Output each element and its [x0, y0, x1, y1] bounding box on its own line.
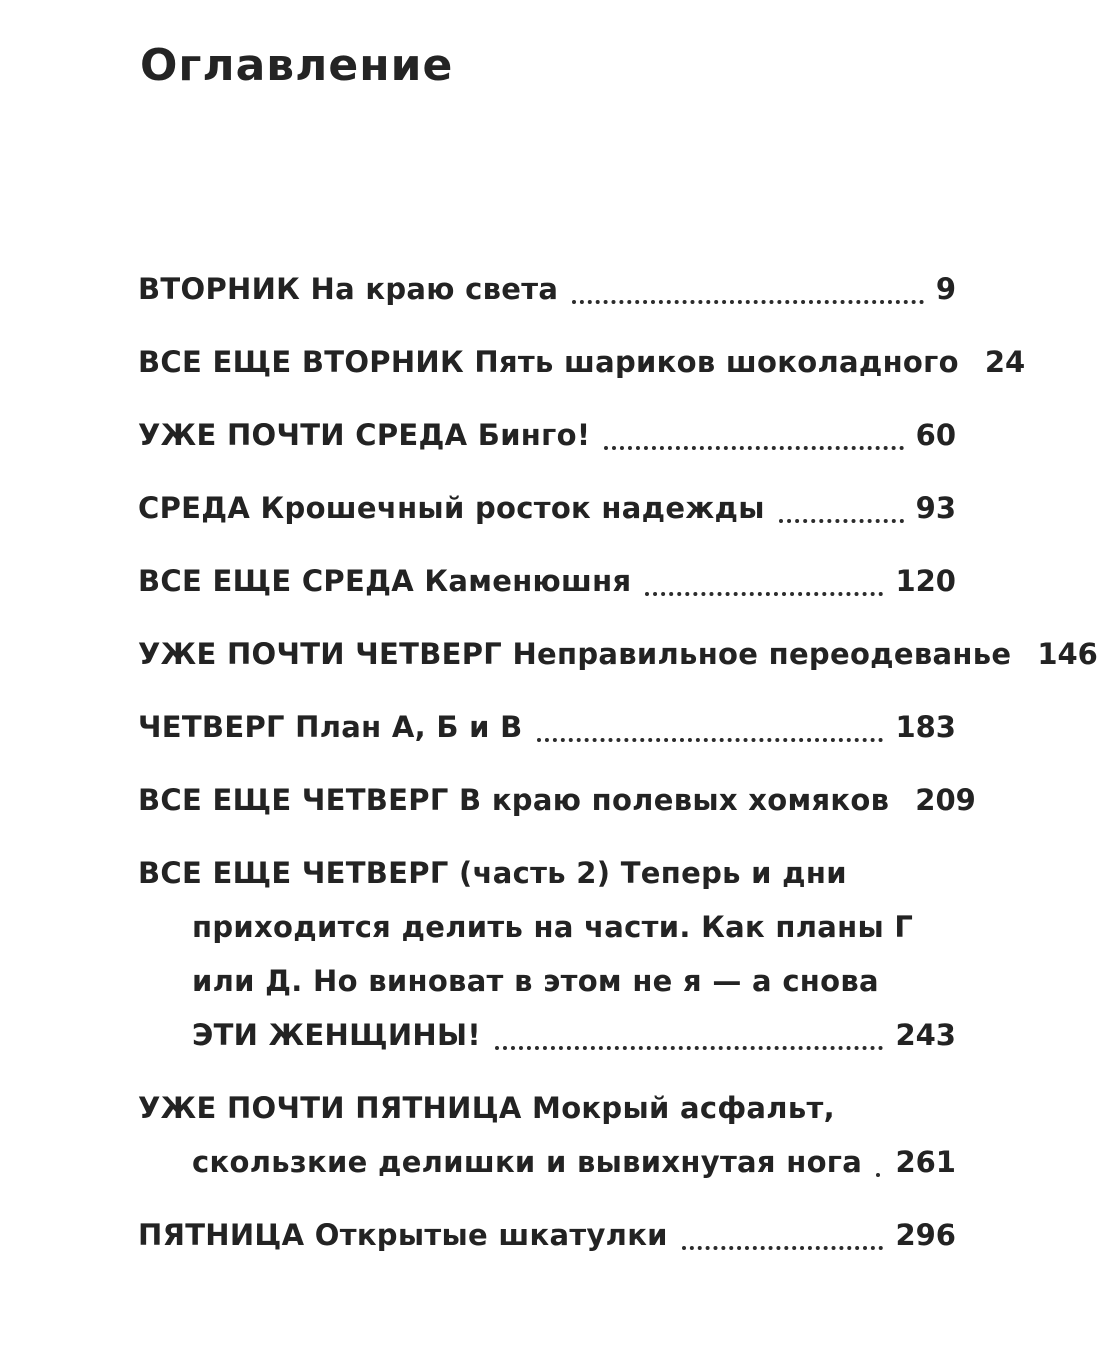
entry-title: ВТОРНИК На краю света [138, 272, 559, 306]
toc-entry-line [138, 900, 956, 954]
toc-entry-line [138, 1008, 956, 1062]
entry-title: ВСЕ ЕЩЕ ЧЕТВЕРГ В краю полевых хомяков [138, 783, 890, 817]
dot-leader [779, 519, 904, 523]
dot-leader [876, 1173, 883, 1177]
page-number: 183 [895, 710, 956, 744]
toc-entry[interactable] [138, 627, 1098, 681]
toc-entry-line [138, 335, 1026, 389]
toc-entry-line [138, 846, 956, 900]
toc-entry-line [138, 1081, 956, 1135]
toc-entry[interactable] [138, 408, 956, 462]
entry-title: ВСЕ ЕЩЕ СРЕДА Каменюшня [138, 564, 632, 598]
page-number: 24 [984, 345, 1026, 379]
dot-leader [537, 738, 884, 742]
toc-entry-line [138, 262, 956, 316]
page-number: 9 [935, 272, 956, 306]
toc-entry[interactable] [138, 554, 956, 608]
toc-entry-line [138, 700, 956, 754]
toc-entry-line [138, 481, 956, 535]
toc-entry-line [138, 954, 956, 1008]
toc-entry[interactable] [138, 700, 956, 754]
entry-title: или Д. Но виноват в этом не я — а снова [192, 964, 879, 998]
toc-entry[interactable] [138, 1208, 956, 1262]
page-title: Оглавление [140, 40, 454, 91]
entry-title: приходится делить на части. Как планы Г [192, 910, 914, 944]
toc-entry-line [138, 627, 1098, 681]
page-number: 60 [915, 418, 956, 452]
toc-entry[interactable] [138, 335, 1026, 389]
toc-entry[interactable] [138, 262, 956, 316]
entry-title: ВСЕ ЕЩЕ ВТОРНИК Пять шариков шоколадного [138, 345, 959, 379]
entry-title: СРЕДА Крошечный росток надежды [138, 491, 765, 525]
entry-title: УЖЕ ПОЧТИ ПЯТНИЦА Мокрый асфальт, [138, 1091, 835, 1125]
toc-entry-line [138, 1135, 956, 1189]
toc-entry-line [138, 1208, 956, 1262]
dot-leader [495, 1046, 884, 1050]
table-of-contents [138, 262, 1098, 1281]
toc-entry[interactable] [138, 1081, 956, 1189]
entry-title: скользкие делишки и вывихнутая нога [192, 1145, 863, 1179]
dot-leader [645, 592, 883, 596]
toc-entry[interactable] [138, 846, 956, 1062]
toc-entry-line [138, 554, 956, 608]
entry-title: ВСЕ ЕЩЕ ЧЕТВЕРГ (часть 2) Теперь и дни [138, 856, 847, 890]
page-number: 243 [895, 1018, 956, 1052]
entry-title: ЧЕТВЕРГ План А, Б и В [138, 710, 523, 744]
entry-title: УЖЕ ПОЧТИ СРЕДА Бинго! [138, 418, 591, 452]
page-number: 120 [895, 564, 956, 598]
page-number: 209 [915, 783, 976, 817]
entry-title: ЭТИ ЖЕНЩИНЫ! [192, 1018, 481, 1052]
toc-entry-line [138, 408, 956, 462]
page-number: 261 [895, 1145, 956, 1179]
page-number: 296 [895, 1218, 956, 1252]
page-number: 146 [1037, 637, 1098, 671]
dot-leader [572, 300, 924, 304]
toc-entry-line [138, 773, 976, 827]
toc-entry[interactable] [138, 481, 956, 535]
dot-leader [682, 1246, 884, 1250]
toc-entry[interactable] [138, 773, 976, 827]
entry-title: ПЯТНИЦА Открытые шкатулки [138, 1218, 668, 1252]
entry-title: УЖЕ ПОЧТИ ЧЕТВЕРГ Неправильное переодеванье [138, 637, 1012, 671]
dot-leader [604, 446, 903, 450]
page-number: 93 [915, 491, 956, 525]
